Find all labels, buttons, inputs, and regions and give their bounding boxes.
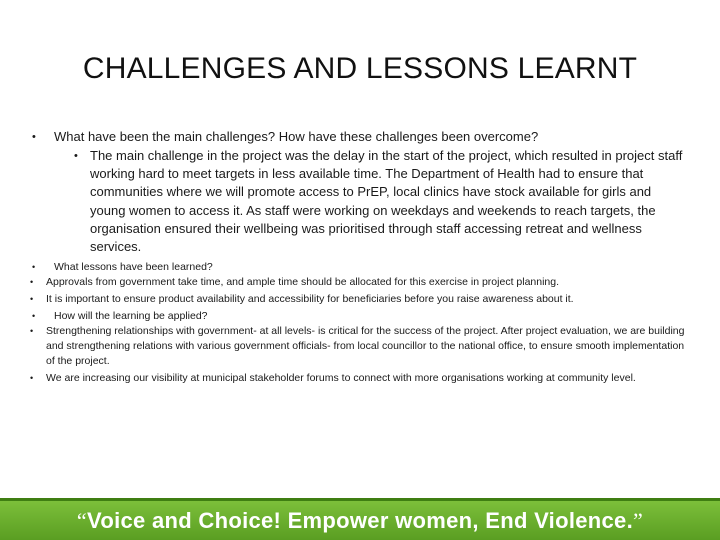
bullet-dot-icon: • <box>30 277 34 288</box>
answer-text: Strengthening relationships with government- at all levels- is critical for the success of the project. After project evaluation, we are building and strengthening relations with various government officials- from local councillor to the national office, to ensure smooth implementation of the project. <box>46 325 685 368</box>
bullet-dot-icon: • <box>32 262 36 273</box>
answer-text: The main challenge in the project was the delay in the start of the project, which resulted in project staff working hard to meet targets in less available time. The Department of Health had to ensure that communities where we will promote access to PrEP, local clinics have stock available for girls and young women to access it. As staff were working on weekdays and weekends to reach targets, the organisation ensured their wellbeing was prioritised through staff accessing retreat and wellness services. <box>90 148 683 255</box>
bullet-question-lessons <box>30 260 690 275</box>
bullet-question-application <box>30 309 690 324</box>
bullet-answer-lessons-1 <box>30 275 690 290</box>
answer-text: We are increasing our visibility at municipal stakeholder forums to connect with more organisations working at community level. <box>46 372 636 385</box>
question-text: What lessons have been learned? <box>54 261 213 274</box>
bullet-dot-icon: • <box>32 131 36 143</box>
footer-slogan <box>0 508 720 534</box>
slogan-text: Voice and Choice! Empower women, End Violence. <box>87 508 633 533</box>
open-quote: “ <box>76 508 87 533</box>
bullet-dot-icon: • <box>74 150 78 162</box>
footer-banner <box>0 498 720 540</box>
bullet-dot-icon: • <box>32 311 36 322</box>
bullet-question-challenges <box>30 128 690 146</box>
bullet-dot-icon: • <box>30 326 34 337</box>
close-quote: ” <box>633 508 644 533</box>
bullet-dot-icon: • <box>30 373 34 384</box>
bullet-answer-challenges <box>74 147 690 256</box>
slide-title: CHALLENGES AND LESSONS LEARNT <box>82 52 638 85</box>
bullet-answer-lessons-2 <box>30 292 690 307</box>
slide-content <box>30 128 690 388</box>
bullet-dot-icon: • <box>30 294 34 305</box>
question-text: What have been the main challenges? How have these challenges been overcome? <box>54 129 539 144</box>
bullet-answer-application-2 <box>30 371 690 386</box>
question-text: How will the learning be applied? <box>54 310 208 323</box>
bullet-answer-application-1 <box>30 324 690 369</box>
answer-text: It is important to ensure product availability and accessibility for beneficiaries before you raise awareness about it. <box>46 293 574 306</box>
answer-text: Approvals from government take time, and ample time should be allocated for this exercise in project planning. <box>46 276 560 289</box>
